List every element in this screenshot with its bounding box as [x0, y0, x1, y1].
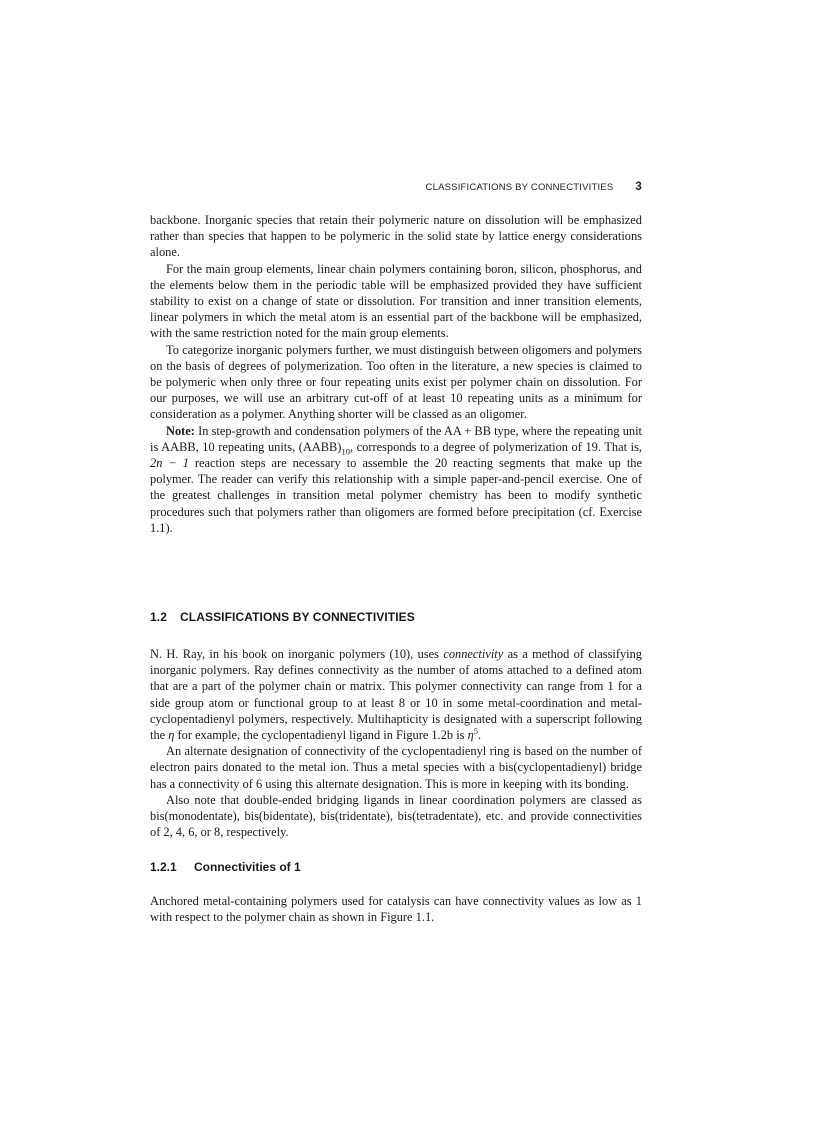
running-head-title: CLASSIFICATIONS BY CONNECTIVITIES [425, 182, 614, 193]
ray-text-c: for example, the cyclopentadienyl ligand in Figure 1.2b is [174, 728, 468, 743]
running-head [150, 181, 642, 193]
intro-text-block [150, 212, 642, 536]
subsection-title: Connectivities of 1 [194, 860, 301, 874]
paragraph-bridging-ligands: Also note that double-ended bridging ligands in linear coordination polymers are classed as bis(monodentate), bis(bidentate), bis(tridentate), bis(tetradentate), etc. and provide connectivities of 2, 4, 6, or 8, respectively. [150, 792, 642, 840]
note-text-b: , corresponds to a degree of polymerization of 19. That is, [349, 439, 642, 454]
section-text-block [150, 646, 642, 840]
eta-symbol-2: η [467, 728, 474, 743]
section-heading [150, 610, 415, 624]
note-text-c: reaction steps are necessary to assemble the 20 reacting segments that make up the polymer. The reader can verify this relationship with a simple paper-and-pencil exercise. One of the greatest challenges in transition metal polymer chemistry has been to modify synthetic procedures such that polymers rather than oligomers are formed before precipitation (cf. Exercise 1.1). [150, 456, 642, 535]
paragraph-ray [150, 646, 642, 743]
section-title: CLASSIFICATIONS BY CONNECTIVITIES [180, 610, 415, 624]
subsection-heading [150, 860, 301, 874]
paragraph-main-group: For the main group elements, linear chain polymers containing boron, silicon, phosphorus, and the elements below them in the periodic table will be emphasized provided they have sufficient stability to exist on a change of state or dissolution. For transition and inner transition elements, linear polymers in which the metal atom is an essential part of the backbone will be emphasized, with the same restriction noted for the main group elements. [150, 261, 642, 341]
eta-symbol: η [168, 728, 175, 743]
ray-text-d: . [477, 728, 482, 743]
subsection-number: 1.2.1 [150, 860, 177, 874]
subsection-text-block [150, 893, 642, 925]
note-subscript: 10 [341, 446, 350, 457]
eta-superscript: 5 [473, 725, 478, 736]
page-number: 3 [635, 181, 642, 193]
paragraph-oligomers: To categorize inorganic polymers further, we must distinguish between oligomers and polymers on the basis of degrees of polymerization. Too often in the literature, a new species is claimed to be polymeric when only three or four repeating units exist per polymer chain on dissolution. For our purposes, we will use an arbitrary cut-off of at least 10 repeating units as a minimum for consideration as a polymer. Anything shorter will be classed as an oligomer. [150, 342, 642, 422]
ray-text-b: as a method of classifying inorganic polymers. Ray defines connectivity as the number of atoms attached to a defined atom that are a part of the polymer chain or matrix. This polymer connectivity can range from 1 for a side group atom or functional group to at least 8 or 10 in some metal-coordination and metal-cyclopentadienyl polymers, respectively. Multihapticity is designated with a superscript following the [150, 647, 642, 743]
section-number: 1.2 [150, 610, 167, 624]
paragraph-anchored-polymers: Anchored metal-containing polymers used for catalysis can have connectivity values as low as 1 with respect to the polymer chain as shown in Figure 1.1. [150, 894, 642, 925]
paragraph-alternate-designation: An alternate designation of connectivity of the cyclopentadienyl ring is based on the number of electron pairs donated to the metal ion. Thus a metal species with a bis(cyclopentadienyl) bridge has a connectivity of 6 using this alternate designation. This is more in keeping with its bonding. [150, 744, 642, 791]
note-label: Note: [166, 423, 195, 438]
connectivity-term: connectivity [443, 647, 504, 661]
ray-text-a: N. H. Ray, in his book on inorganic polymers (10), uses [150, 647, 444, 661]
paragraph-backbone: backbone. Inorganic species that retain their polymeric nature on dissolution will be emphasized rather than species that happen to be polymeric in the solid state by lattice energy considerations alone. [150, 213, 642, 260]
note-text-a: In step-growth and condensation polymers of the AA + BB type, where the repeating unit is AABB, 10 repeating units, (AABB) [150, 423, 642, 454]
note-formula: 2n − 1 [150, 456, 189, 471]
paragraph-note [150, 423, 642, 536]
